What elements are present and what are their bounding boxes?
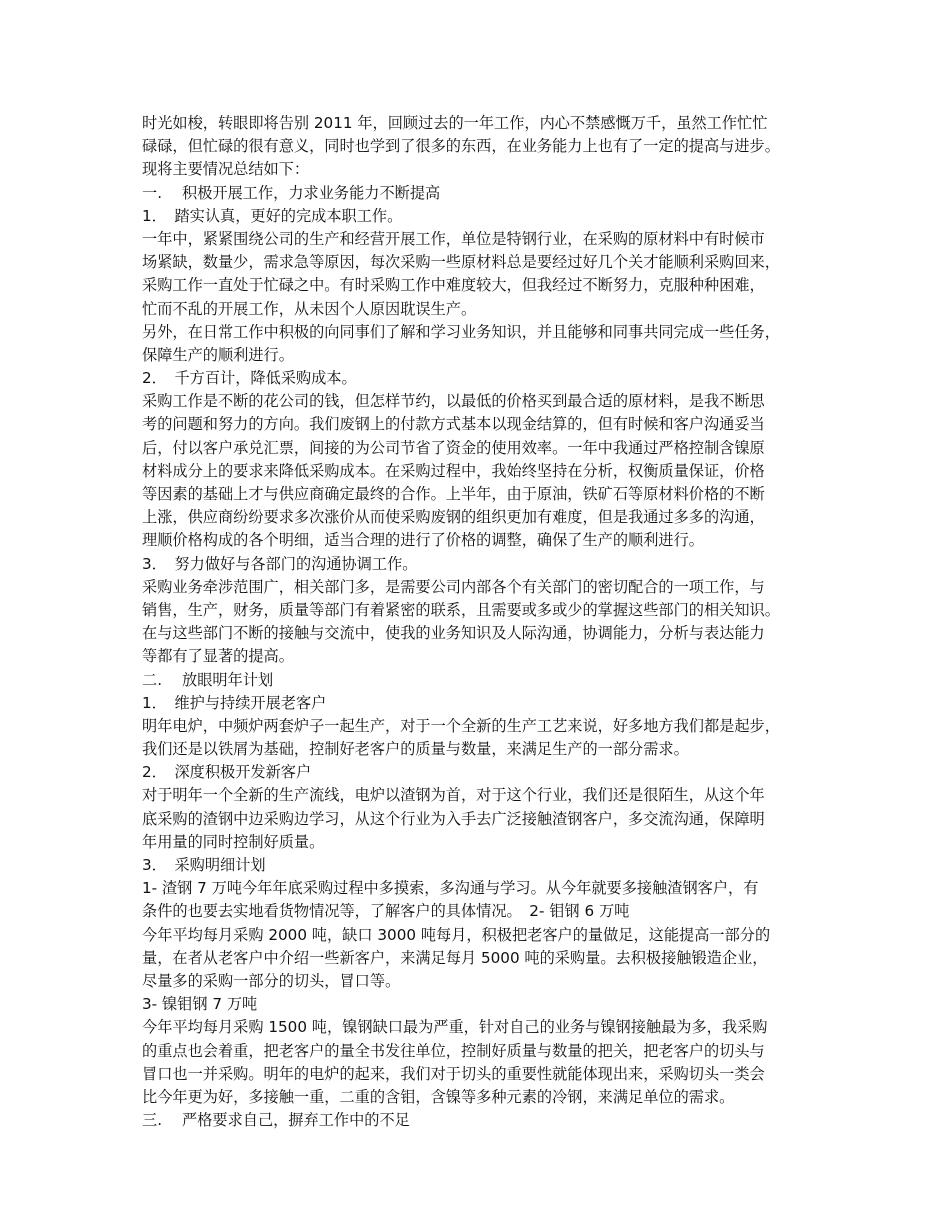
text-line: 等都有了显著的提高。 bbox=[142, 647, 294, 666]
text-line: 年用量的同时控制好质量。 bbox=[142, 832, 325, 851]
text-line: 上涨，供应商纷纷要求多次涨价从而使采购废钢的组织更加有难度，但是我通过多多的沟通， bbox=[142, 508, 765, 527]
section-heading: 二. 放眼明年计划 bbox=[142, 670, 274, 689]
text-line: 保障生产的顺利进行。 bbox=[142, 345, 294, 364]
text-line: 对于明年一个全新的生产流线，电炉以渣钢为首，对于这个行业，我们还是很陌生，从这个年 bbox=[142, 786, 765, 805]
text-line: 1- 渣钢 7 万吨今年年底采购过程中多摸索，多沟通与学习。从今年就要多接触渣钢客户，有 bbox=[142, 879, 759, 898]
subsection-heading: 1． 踏实认真，更好的完成本职工作。 bbox=[142, 206, 403, 225]
text-line: 的重点也会着重，把老客户的量全书发往单位，控制好质量与数量的把关，把老客户的切头与 bbox=[142, 1041, 765, 1060]
text-line: 一年中，紧紧围绕公司的生产和经营开展工作，单位是特钢行业，在采购的原材料中有时候市 bbox=[142, 229, 765, 248]
text-line: 尽量多的采购一部分的切头，冒口等。 bbox=[142, 971, 401, 990]
text-line: 现将主要情况总结如下： bbox=[142, 160, 310, 179]
subsection-heading: 3． 努力做好与各部门的沟通协调工作。 bbox=[142, 554, 418, 573]
subsection-heading: 2． 千方百计，降低采购成本。 bbox=[142, 369, 357, 388]
text-line: 冒口也一并采购。明年的电炉的起来，我们对于切头的重要性就能体现出来，采购切头一类会 bbox=[142, 1064, 765, 1083]
text-line: 采购工作一直处于忙碌之中。有时采购工作中难度较大，但我经过不断努力，克服种种困难， bbox=[142, 276, 765, 295]
subsection-heading: 1． 维护与持续开展老客户 bbox=[142, 693, 327, 712]
text-line: 时光如梭，转眼即将告别 2011 年，回顾过去的一年工作，内心不禁感慨万千，虽然工作忙忙 bbox=[142, 114, 768, 132]
text-line: 理顺价格构成的各个明细，适当合理的进行了价格的调整，确保了生产的顺利进行。 bbox=[142, 531, 704, 550]
text-line: 量，在者从老客户中介绍一些新客户，来满足每月 5000 吨的采购量。去积极接触锻造企业， bbox=[142, 948, 768, 967]
subsection-heading: 3． 采购明细计划 bbox=[142, 856, 266, 874]
text-line: 采购业务牵涉范围广，相关部门多，是需要公司内部各个有关部门的密切配合的一项工作，与 bbox=[142, 577, 765, 596]
text-line: 后，付以客户承兑汇票，间接的为公司节省了资金的使用效率。一年中我通过严格控制含镍原 bbox=[142, 438, 765, 457]
text-line: 等因素的基础上才与供应商确定最终的合作。上半年，由于原油，铁矿石等原材料价格的不断 bbox=[142, 485, 765, 503]
text-line: 在与这些部门不断的接触与交流中，使我的业务知识及人际沟通，协调能力，分析与表达能力 bbox=[142, 624, 765, 643]
text-line: 明年电炉，中频炉两套炉子一起生产，对于一个全新的生产工艺来说，好多地方我们都是起步， bbox=[142, 716, 780, 735]
section-heading: 三. 严格要求自己，摒弃工作中的不足 bbox=[142, 1111, 410, 1130]
text-line: 碌碌，但忙碌的很有意义，同时也学到了很多的东西，在业务能力上也有了一定的提高与进步。 bbox=[142, 137, 780, 156]
subsection-heading: 2． 深度积极开发新客户 bbox=[142, 763, 312, 782]
text-line: 另外，在日常工作中积极的向同事们了解和学习业务知识，并且能够和同事共同完成一些任务， bbox=[142, 322, 780, 341]
text-line: 忙而不乱的开展工作，从未因个人原因耽误生产。 bbox=[142, 299, 477, 318]
text-line: 底采购的渣钢中边采购边学习，从这个行业为入手去广泛接触渣钢客户，多交流沟通，保障明 bbox=[142, 809, 765, 828]
text-line: 条件的也要去实地看货物情况等，了解客户的具体情况。 2- 钼钢 6 万吨 bbox=[142, 902, 630, 921]
text-line: 今年平均每月采购 2000 吨，缺口 3000 吨每月，积极把老客户的量做足，这能提高一部分的 bbox=[142, 925, 771, 944]
text-line: 比今年更为好，多接触一重，二重的含钼，含镍等多种元素的冷钢，来满足单位的需求。 bbox=[142, 1087, 735, 1106]
text-line: 销售，生产，财务，质量等部门有着紧密的联系，且需要或多或少的掌握这些部门的相关知识。 bbox=[142, 600, 780, 619]
section-heading: 一. 积极开展工作，力求业务能力不断提高 bbox=[142, 183, 441, 202]
text-line: 3- 镍钼钢 7 万吨 bbox=[142, 995, 258, 1014]
text-line: 我们还是以铁屑为基础，控制好老客户的质量与数量，来满足生产的一部分需求。 bbox=[142, 740, 689, 759]
text-line: 今年平均每月采购 1500 吨，镍钢缺口最为严重，针对自己的业务与镍钢接触最为多，我采购 bbox=[142, 1018, 768, 1037]
document-body bbox=[142, 112, 832, 1132]
text-line: 场紧缺，数量少，需求急等原因，每次采购一些原材料总是要经过好几个关才能顺利采购回来， bbox=[142, 253, 780, 272]
text-line: 材料成分上的要求来降低采购成本。在采购过程中，我始终坚持在分析，权衡质量保证，价格 bbox=[142, 461, 765, 480]
text-line: 采购工作是不断的花公司的钱，但怎样节约，以最低的价格买到最合适的原材料，是我不断思 bbox=[142, 392, 765, 411]
text-line: 考的问题和努力的方向。我们废钢上的付款方式基本以现金结算的，但有时候和客户沟通妥当 bbox=[142, 415, 765, 434]
